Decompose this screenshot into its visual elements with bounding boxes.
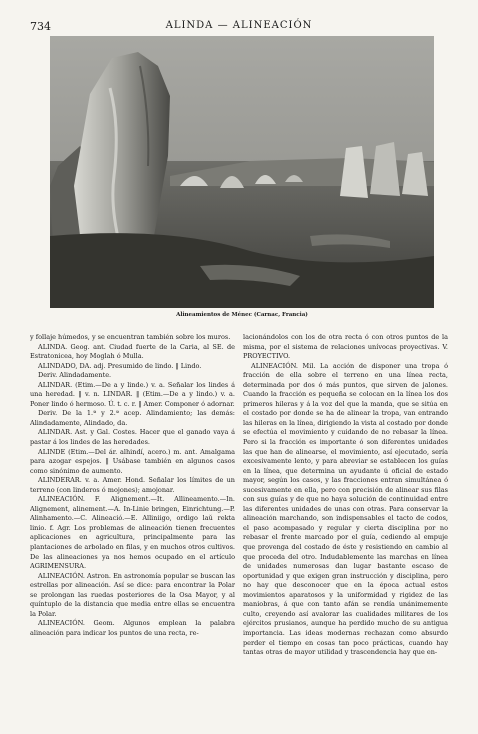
entry-paragraph: ALINDAR. Ast. y Gal. Costes. Hacer que el ganado vaya á pastar á los lindes de las heredades. <box>30 428 235 447</box>
menhir-photograph <box>50 36 434 308</box>
entry-paragraph: ALINDAR. (Etim.—De a y linde.) v. a. Señalar los lindes á una heredad. ‖ v. n. LINDAR. ‖ (Etim.—De a y lindo.) v. a. Poner lindo ó hermoso. Ú. t. c. r. ‖ Amer. Componer ó adornar. <box>30 380 235 408</box>
entry-paragraph: y follaje húmedos, y se encuentran también sobre los muros. <box>30 333 231 341</box>
entry-paragraph: ALINEACIÓN. Astron. En astronomía popular se buscan las estrellas por alineación. Así se dice: para encontrar la Polar se prolongan las ruedas posteriores de la Osa Mayor, y al quíntuplo de la distancia que media entre ellas se encuentra la Polar. <box>30 571 235 618</box>
entry-paragraph: Deriv. Alindadamente. <box>38 371 112 380</box>
entry-paragraph: ALINDE (Etim.—Del ár. alhindí, acero.) m. ant. Amalgama para azogar espejos. ‖ Usábase también en algunos casos como sinónimo de aumento. <box>30 447 235 475</box>
entry-paragraph: ALINEACIÓN. Mil. La acción de disponer una tropa ó fracción de ella sobre el terreno en una línea recta, determinada por dos ó más puntos, que sirven de jalones. Cuando la fracción es pequeña se colocan en la línea los dos primeros hileras y á la voz del que la manda, que se sitúa en el costado por donde se ha de alinear la tropa, van entrando las hileras en la línea, dirigiendo la vista al costado por donde se efectúa el movimiento y cuidando de no rebasar la línea. Pero si la fracción es importante ó son diferentes unidades las que han de alinearse, el movimiento, así ejecutado, sería excesivamente lento, y para abreviar se establecen los guías en la línea, que determina un ayudante ú oficial de estado mayor, según los casos, y las fracciones entran simultánea ó sucesivamente en ella, pero con precisión de alinear sus filas con sus guías y de que no haya solución de continuidad entre las diferentes unidades de unas con otras. Para conservar la alineación marchando, son indispensables el tacto de codos, el paso acompasado y regular y cierta disciplina por no rebasar el frente marcado por el guía, cediendo al empuje que provenga del costado de éste y resistiendo en cambio al que proceda del otro. Indudablemente las marchas en línea de unidades numerosas dan lugar bastante escaso de oportunidad y que exigen gran instrucción y disciplina, pero no hay que desconocer que en la época actual estos movimientos aparatosos y la uniformidad y rigidez de las maniobras, á que con tanto afán se rendía unánimemente culto, creyendo así avalorar las cualidades militares de los ejércitos prusianos, aunque ha perdido mucho de su antigua importancia. Las ideas modernas rechazan como absurdo perder el tiempo en cosas tan poco prácticas, cuando hay tantas otras de mayor utilidad y trascendencia hay que en- <box>243 361 448 657</box>
entry-paragraph: ALINEACIÓN. Geom. Algunos emplean la palabra alineación para indicar los puntos de una recta, re- <box>30 619 235 637</box>
entry-paragraph: ALINEACIÓN. F. Alignement.—It. Allineamento.—In. Alignement, alinement.—A. In-Linie bringen, Einrichtung.—P. Alinhamento.—C. Alineació.—E. Alliniigo, ordigo laŭ rekta linio. f. Agr. Los problemas de alineación tienen frecuentes aplicaciones en agricultura, principalmente para las plantaciones de arbolado en filas, y en muchos otros cultivos. De las alineaciones ya nos hemos ocupado en el artículo AGRIMENSURA. <box>30 495 235 571</box>
entry-paragraph: ALINDADO, DA. adj. Presumido de lindo. ‖ Lindo. <box>38 361 202 370</box>
entry-paragraph: ALINDA. Geog. ant. Ciudad fuerte de la Caria, al SE. de Estratonicea, hoy Moglah ó Mulla. <box>30 342 235 361</box>
right-column <box>243 333 448 698</box>
entry-paragraph: Deriv. De la 1.ª y 2.ª acep. Alindamiento; las demás: Alindadamente, Alindado, da. <box>30 409 235 427</box>
left-column <box>30 333 235 698</box>
page-number: 734 <box>30 20 51 33</box>
page-header <box>30 20 448 36</box>
figure-caption: Alineamientos de Ménec (Carnac, Francia) <box>176 312 308 318</box>
entry-paragraph: lacionándolos con los de otra recta ó con otros puntos de la misma, por el sistema de relaciones unívocas proyectivas. V. PROYECTIVO. <box>243 333 448 361</box>
entry-paragraph: ALINDERAR. v. a. Amer. Hond. Señalar los límites de un terreno (con linderos ó mojones); amojonar. <box>30 476 235 494</box>
running-head: ALINDA — ALINEACIÓN <box>165 20 313 31</box>
text-columns <box>30 333 448 698</box>
